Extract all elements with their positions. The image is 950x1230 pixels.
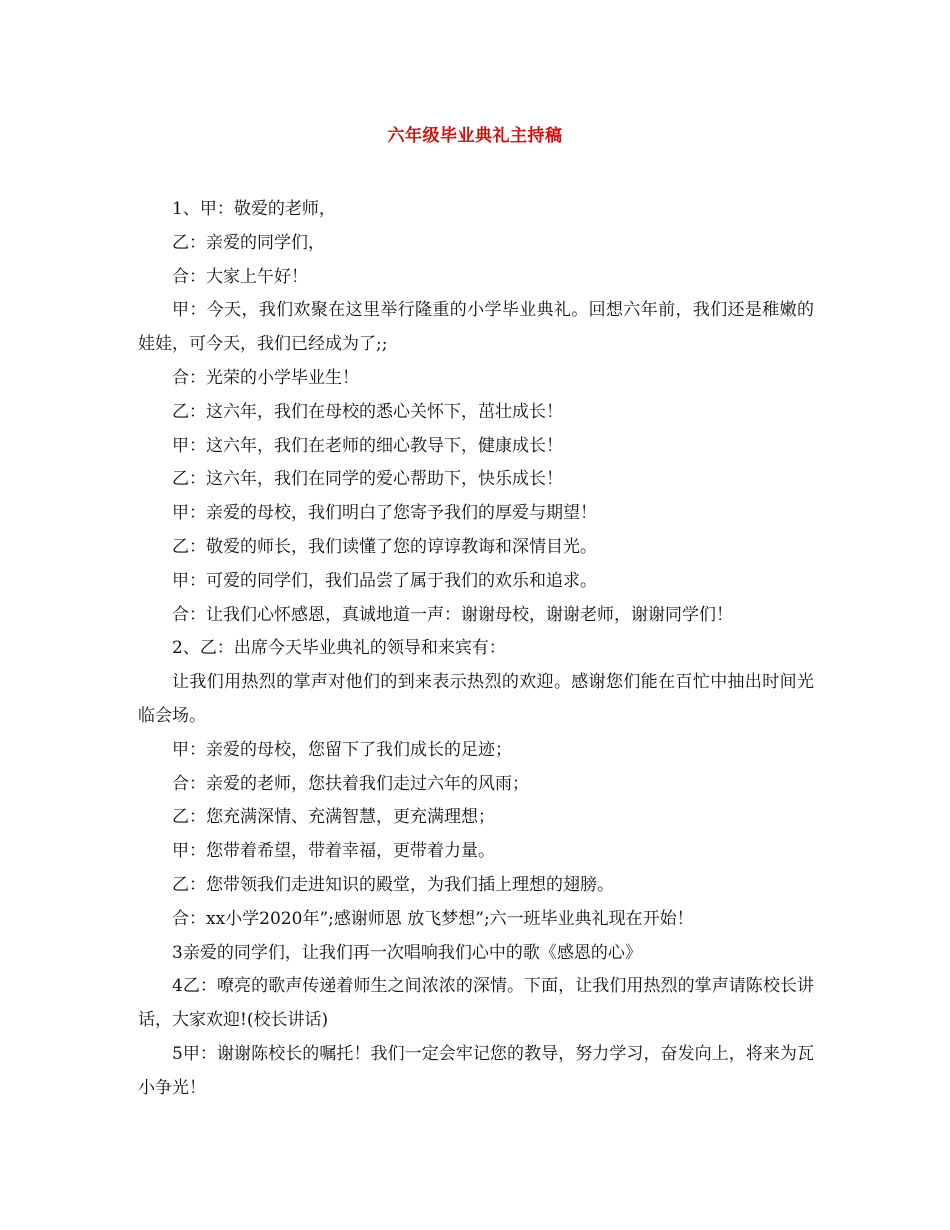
document-title: 六年级毕业典礼主持稿 <box>387 126 563 146</box>
paragraph: 甲：您带着希望，带着幸福，更带着力量。 <box>172 841 495 862</box>
paragraph: 甲：今天，我们欢聚在这里举行隆重的小学毕业典礼。回想六年前，我们还是稚嫩的娃娃，可今天，我们已经成为了;; <box>138 300 814 355</box>
paragraph: 甲：亲爱的母校，您留下了我们成长的足迹； <box>172 739 512 760</box>
paragraph: 乙：敬爱的师长，我们读懂了您的谆谆教诲和深情目光。 <box>172 536 597 557</box>
paragraph: 让我们用热烈的掌声对他们的到来表示热烈的欢迎。感谢您们能在百忙中抽出时间光临会场。 <box>138 672 814 726</box>
paragraph: 乙：您充满深情、充满智慧，更充满理想； <box>172 807 495 828</box>
paragraph: 甲：这六年，我们在老师的细心教导下，健康成长！ <box>172 435 563 456</box>
paragraph: 乙：您带领我们走进知识的殿堂，为我们插上理想的翅膀。 <box>172 874 614 895</box>
paragraph: 合：大家上午好！ <box>172 266 308 287</box>
paragraph: 合：xx小学2020年”;感谢师恩 放飞梦想”;六一班毕业典礼现在开始！ <box>172 908 694 929</box>
paragraph: 甲：可爱的同学们，我们品尝了属于我们的欢乐和追求。 <box>172 570 597 591</box>
paragraph: 合：光荣的小学毕业生！ <box>172 367 359 388</box>
paragraph: 3亲爱的同学们，让我们再一次唱响我们心中的歌《感恩的心》 <box>172 942 642 963</box>
paragraph: 乙：这六年，我们在母校的悉心关怀下，茁壮成长！ <box>172 401 563 422</box>
paragraph: 2、乙：出席今天毕业典礼的领导和来宾有： <box>172 638 506 659</box>
paragraph: 合：让我们心怀感恩，真诚地道一声：谢谢母校，谢谢老师，谢谢同学们！ <box>172 604 733 625</box>
paragraph: 5甲：谢谢陈校长的嘱托！我们一定会牢记您的教导，努力学习，奋发向上，将来为瓦小争光！ <box>138 1043 814 1098</box>
document-body <box>138 193 814 1106</box>
paragraph: 乙：亲爱的同学们， <box>172 232 325 253</box>
paragraph: 1、甲：敬爱的老师， <box>172 199 336 219</box>
paragraph: 4乙：嘹亮的歌声传递着师生之间浓浓的深情。下面，让我们用热烈的掌声请陈校长讲话，大家欢迎!(校长讲话) <box>138 976 814 1031</box>
paragraph: 乙：这六年，我们在同学的爱心帮助下，快乐成长！ <box>172 469 563 490</box>
paragraph: 甲：亲爱的母校，我们明白了您寄予我们的厚爱与期望！ <box>172 503 597 524</box>
paragraph: 合：亲爱的老师，您扶着我们走过六年的风雨； <box>172 773 529 794</box>
